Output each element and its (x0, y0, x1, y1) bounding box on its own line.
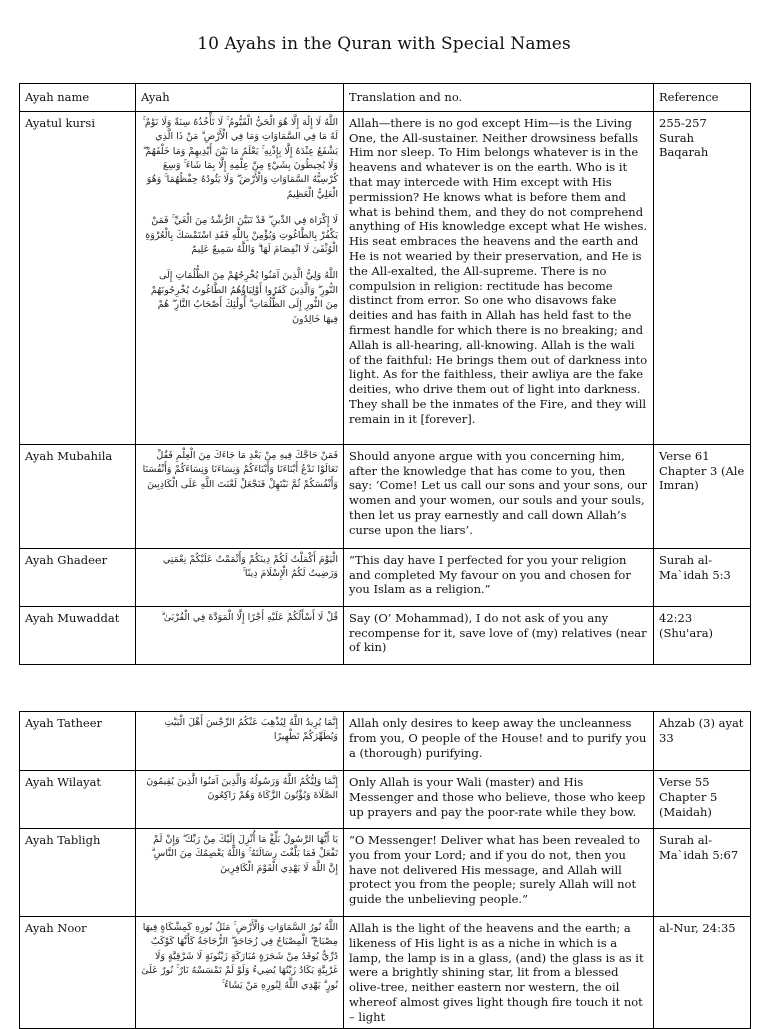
ayah-name-cell: Ayah Mubahila (20, 444, 136, 548)
arabic-verse: فَمَنْ حَاجَّكَ فِيهِ مِنْ بَعْدِ مَا جَاءَكَ مِنَ الْعِلْمِ فَقُلْ تَعَالَوْا نَدْعُ أَبْنَاءَنَا وَأَبْنَاءَكُمْ وَنِسَاءَنَا وَنِسَاءَكُمْ وَأَنْفُسَنَا وَأَنْفُسَكُمْ ثُمَّ نَبْتَهِلْ فَنَجْعَلْ لَعْنَتَ اللَّهِ عَلَى الْكَاذِبِينَ (142, 449, 338, 490)
reference-cell: Ahzab (3) ayat 33 (654, 712, 751, 771)
reference-cell: Verse 55 Chapter 5 (Maidah) (654, 771, 751, 829)
ayah-name-cell: Ayah Noor (20, 917, 136, 1029)
ayah-table-bottom (19, 711, 751, 1029)
table-row-wilayat (20, 771, 751, 829)
ayah-name-cell: Ayah Muwaddat (20, 606, 136, 664)
table-row-ghadeer (20, 548, 751, 606)
ayah-name-cell: Ayah Tabligh (20, 829, 136, 917)
ayah-name-cell: Ayatul kursi (20, 111, 136, 444)
table-row-noor (20, 917, 751, 1029)
table-row-tatheer (20, 712, 751, 771)
arabic-verse: اللَّهُ نُورُ السَّمَاوَاتِ وَالْأَرْضِ ۚ مَثَلُ نُورِهِ كَمِشْكَاةٍ فِيهَا مِصْبَاحٌ ۖ الْمِصْبَاحُ فِي زُجَاجَةٍ ۖ الزُّجَاجَةُ كَأَنَّهَا كَوْكَبٌ دُرِّيٌّ يُوقَدُ مِنْ شَجَرَةٍ مُبَارَكَةٍ زَيْتُونَةٍ لَا شَرْقِيَّةٍ وَلَا غَرْبِيَّةٍ يَكَادُ زَيْتُهَا يُضِيءُ وَلَوْ لَمْ تَمْسَسْهُ نَارٌ ۚ نُورٌ عَلَىٰ نُورٍ ۗ يَهْدِي اللَّهُ لِنُورِهِ مَنْ يَشَاءُ ۚ (141, 922, 338, 991)
arabic-verse: يَا أَيُّهَا الرَّسُولُ بَلِّغْ مَا أُنْزِلَ إِلَيْكَ مِنْ رَبِّكَ ۖ وَإِنْ لَمْ تَفْعَلْ فَمَا بَلَّغْتَ رِسَالَتَهُ ۚ وَاللَّهُ يَعْصِمُكَ مِنَ النَّاسِ ۗ إِنَّ اللَّهَ لَا يَهْدِي الْقَوْمَ الْكَافِرِينَ (151, 834, 338, 874)
translation-cell: “This day have I perfected for you your religion and completed My favour on you and chosen for you Islam as a religion.” (344, 548, 654, 606)
ayah-arabic-cell (136, 548, 344, 606)
table-row-tabligh (20, 829, 751, 917)
header-ayah: Ayah (136, 84, 344, 112)
ayah-name-cell: Ayah Tatheer (20, 712, 136, 771)
arabic-verse: إِنَّمَا وَلِيُّكُمُ اللَّهُ وَرَسُولُهُ وَالَّذِينَ آمَنُوا الَّذِينَ يُقِيمُونَ الصَّلَاةَ وَيُؤْتُونَ الزَّكَاةَ وَهُمْ رَاكِعُونَ (146, 776, 338, 802)
ayah-arabic-cell (136, 444, 344, 548)
arabic-verse: اللَّهُ وَلِيُّ الَّذِينَ آمَنُوا يُخْرِجُهُمْ مِنَ الظُّلُمَاتِ إِلَى النُّورِ ۖ وَالَّذِينَ كَفَرُوا أَوْلِيَاؤُهُمُ الطَّاغُوتُ يُخْرِجُونَهُمْ مِنَ النُّورِ إِلَى الظُّلُمَاتِ ۗ أُولَٰئِكَ أَصْحَابُ النَّارِ ۖ هُمْ فِيهَا خَالِدُونَ (150, 270, 338, 325)
arabic-verse: الْيَوْمَ أَكْمَلْتُ لَكُمْ دِينَكُمْ وَأَتْمَمْتُ عَلَيْكُمْ نِعْمَتِي وَرَضِيتُ لَكُمُ الْإِسْلَامَ دِينًا ۚ (162, 553, 338, 580)
ayah-arabic-cell (136, 771, 344, 829)
table-row-mubahila (20, 444, 751, 548)
reference-cell: 42:23 (Shu'ara) (654, 606, 751, 664)
arabic-verse: قُلْ لَا أَسْأَلُكُمْ عَلَيْهِ أَجْرًا إِلَّا الْمَوَدَّةَ فِي الْقُرْبَىٰ ۗ (161, 611, 338, 623)
arabic-verse: اللَّهُ لَا إِلَٰهَ إِلَّا هُوَ الْحَيُّ الْقَيُّومُ ۚ لَا تَأْخُذُهُ سِنَةٌ وَلَا نَوْمٌ ۚ لَهُ مَا فِي السَّمَاوَاتِ وَمَا فِي الْأَرْضِ ۗ مَنْ ذَا الَّذِي يَشْفَعُ عِنْدَهُ إِلَّا بِإِذْنِهِ ۚ يَعْلَمُ مَا بَيْنَ أَيْدِيهِمْ وَمَا خَلْفَهُمْ ۖ وَلَا يُحِيطُونَ بِشَيْءٍ مِنْ عِلْمِهِ إِلَّا بِمَا شَاءَ ۚ وَسِعَ كُرْسِيُّهُ السَّمَاوَاتِ وَالْأَرْضَ ۖ وَلَا يَئُودُهُ حِفْظُهُمَا ۚ وَهُوَ الْعَلِيُّ الْعَظِيمُ (142, 116, 338, 200)
reference-cell: Surah al-Ma`idah 5:67 (654, 829, 751, 917)
ayah-arabic-cell (136, 829, 344, 917)
ayah-arabic-cell (136, 712, 344, 771)
arabic-verse: إِنَّمَا يُرِيدُ اللَّهُ لِيُذْهِبَ عَنْكُمُ الرِّجْسَ أَهْلَ الْبَيْتِ وَيُطَهِّرَكُمْ تَطْهِيرًا (164, 717, 338, 743)
translation-cell: Should anyone argue with you concerning him, after the knowledge that has come to you, then say: ‘Come! Let us call our sons and your sons, our women and your women, our souls and your souls, then let us pray earnestly and call down Allah’s curse upon the liars’. (344, 444, 654, 548)
translation-cell: Allah is the light of the heavens and the earth; a likeness of His light is as a niche in which is a lamp, the lamp is in a glass, (and) the glass is as it were a brightly shining star, lit from a blessed olive-tree, neither eastern nor western, the oil whereof almost gives light though fire touch it not – light (344, 917, 654, 1029)
translation-cell: Allah—there is no god except Him—is the Living One, the All-sustainer. Neither drowsiness befalls Him nor sleep. To Him belongs whatever is in the heavens and whatever is on the earth. Who is it that may intercede with Him except with His permission? He knows what is before them and what is behind them, and they do not comprehend anything of His knowledge except what He wishes. His seat embraces the heavens and the earth and He is not wearied by their preservation, and He is the All-exalted, the All-supreme. There is no compulsion in religion: rectitude has become distinct from error. So one who disavows fake deities and has faith in Allah has held fast to the firmest handle for which there is no breaking; and Allah is all-hearing, all-knowing. Allah is the wali of the faithful: He brings them out of darkness into light. As for the faithless, their awliya are the fake deities, who drive them out of light into darkness. They shall be the inmates of the Fire, and they will remain in it [forever]. (344, 111, 654, 444)
translation-cell: Allah only desires to keep away the uncleanness from you, O people of the House! and to purify you a (thorough) purifying. (344, 712, 654, 771)
reference-cell: Verse 61 Chapter 3 (Ale Imran) (654, 444, 751, 548)
reference-cell: 255-257 Surah Baqarah (654, 111, 751, 444)
arabic-verse: لَا إِكْرَاهَ فِي الدِّينِ ۖ قَدْ تَبَيَّنَ الرُّشْدُ مِنَ الْغَيِّ ۚ فَمَنْ يَكْفُرْ بِالطَّاغُوتِ وَيُؤْمِنْ بِاللَّهِ فَقَدِ اسْتَمْسَكَ بِالْعُرْوَةِ الْوُثْقَىٰ لَا انْفِصَامَ لَهَا ۗ وَاللَّهُ سَمِيعٌ عَلِيمٌ (145, 215, 338, 256)
header-translation: Translation and no. (344, 84, 654, 112)
table-row-muwaddat (20, 606, 751, 664)
ayah-table-top (19, 83, 751, 665)
ayah-arabic-cell (136, 917, 344, 1029)
table-row-ayatul-kursi (20, 111, 751, 444)
reference-cell: al-Nur, 24:35 (654, 917, 751, 1029)
ayah-arabic-cell (136, 606, 344, 664)
ayah-name-cell: Ayah Ghadeer (20, 548, 136, 606)
table-header-row (20, 84, 751, 112)
header-reference: Reference (654, 84, 751, 112)
page-title: 10 Ayahs in the Quran with Special Names (197, 34, 571, 54)
header-ayah-name: Ayah name (20, 84, 136, 112)
ayah-arabic-cell (136, 111, 344, 444)
translation-cell: “O Messenger! Deliver what has been revealed to you from your Lord; and if you do not, then you have not delivered His message, and Allah will protect you from the people; surely Allah will not guide the unbelieving people.” (344, 829, 654, 917)
ayah-name-cell: Ayah Wilayat (20, 771, 136, 829)
translation-cell: Only Allah is your Wali (master) and His Messenger and those who believe, those who keep up prayers and pay the poor-rate while they bow. (344, 771, 654, 829)
reference-cell: Surah al-Ma`idah 5:3 (654, 548, 751, 606)
translation-cell: Say (O’ Mohammad), I do not ask of you any recompense for it, save love of (my) relatives (near of kin) (344, 606, 654, 664)
